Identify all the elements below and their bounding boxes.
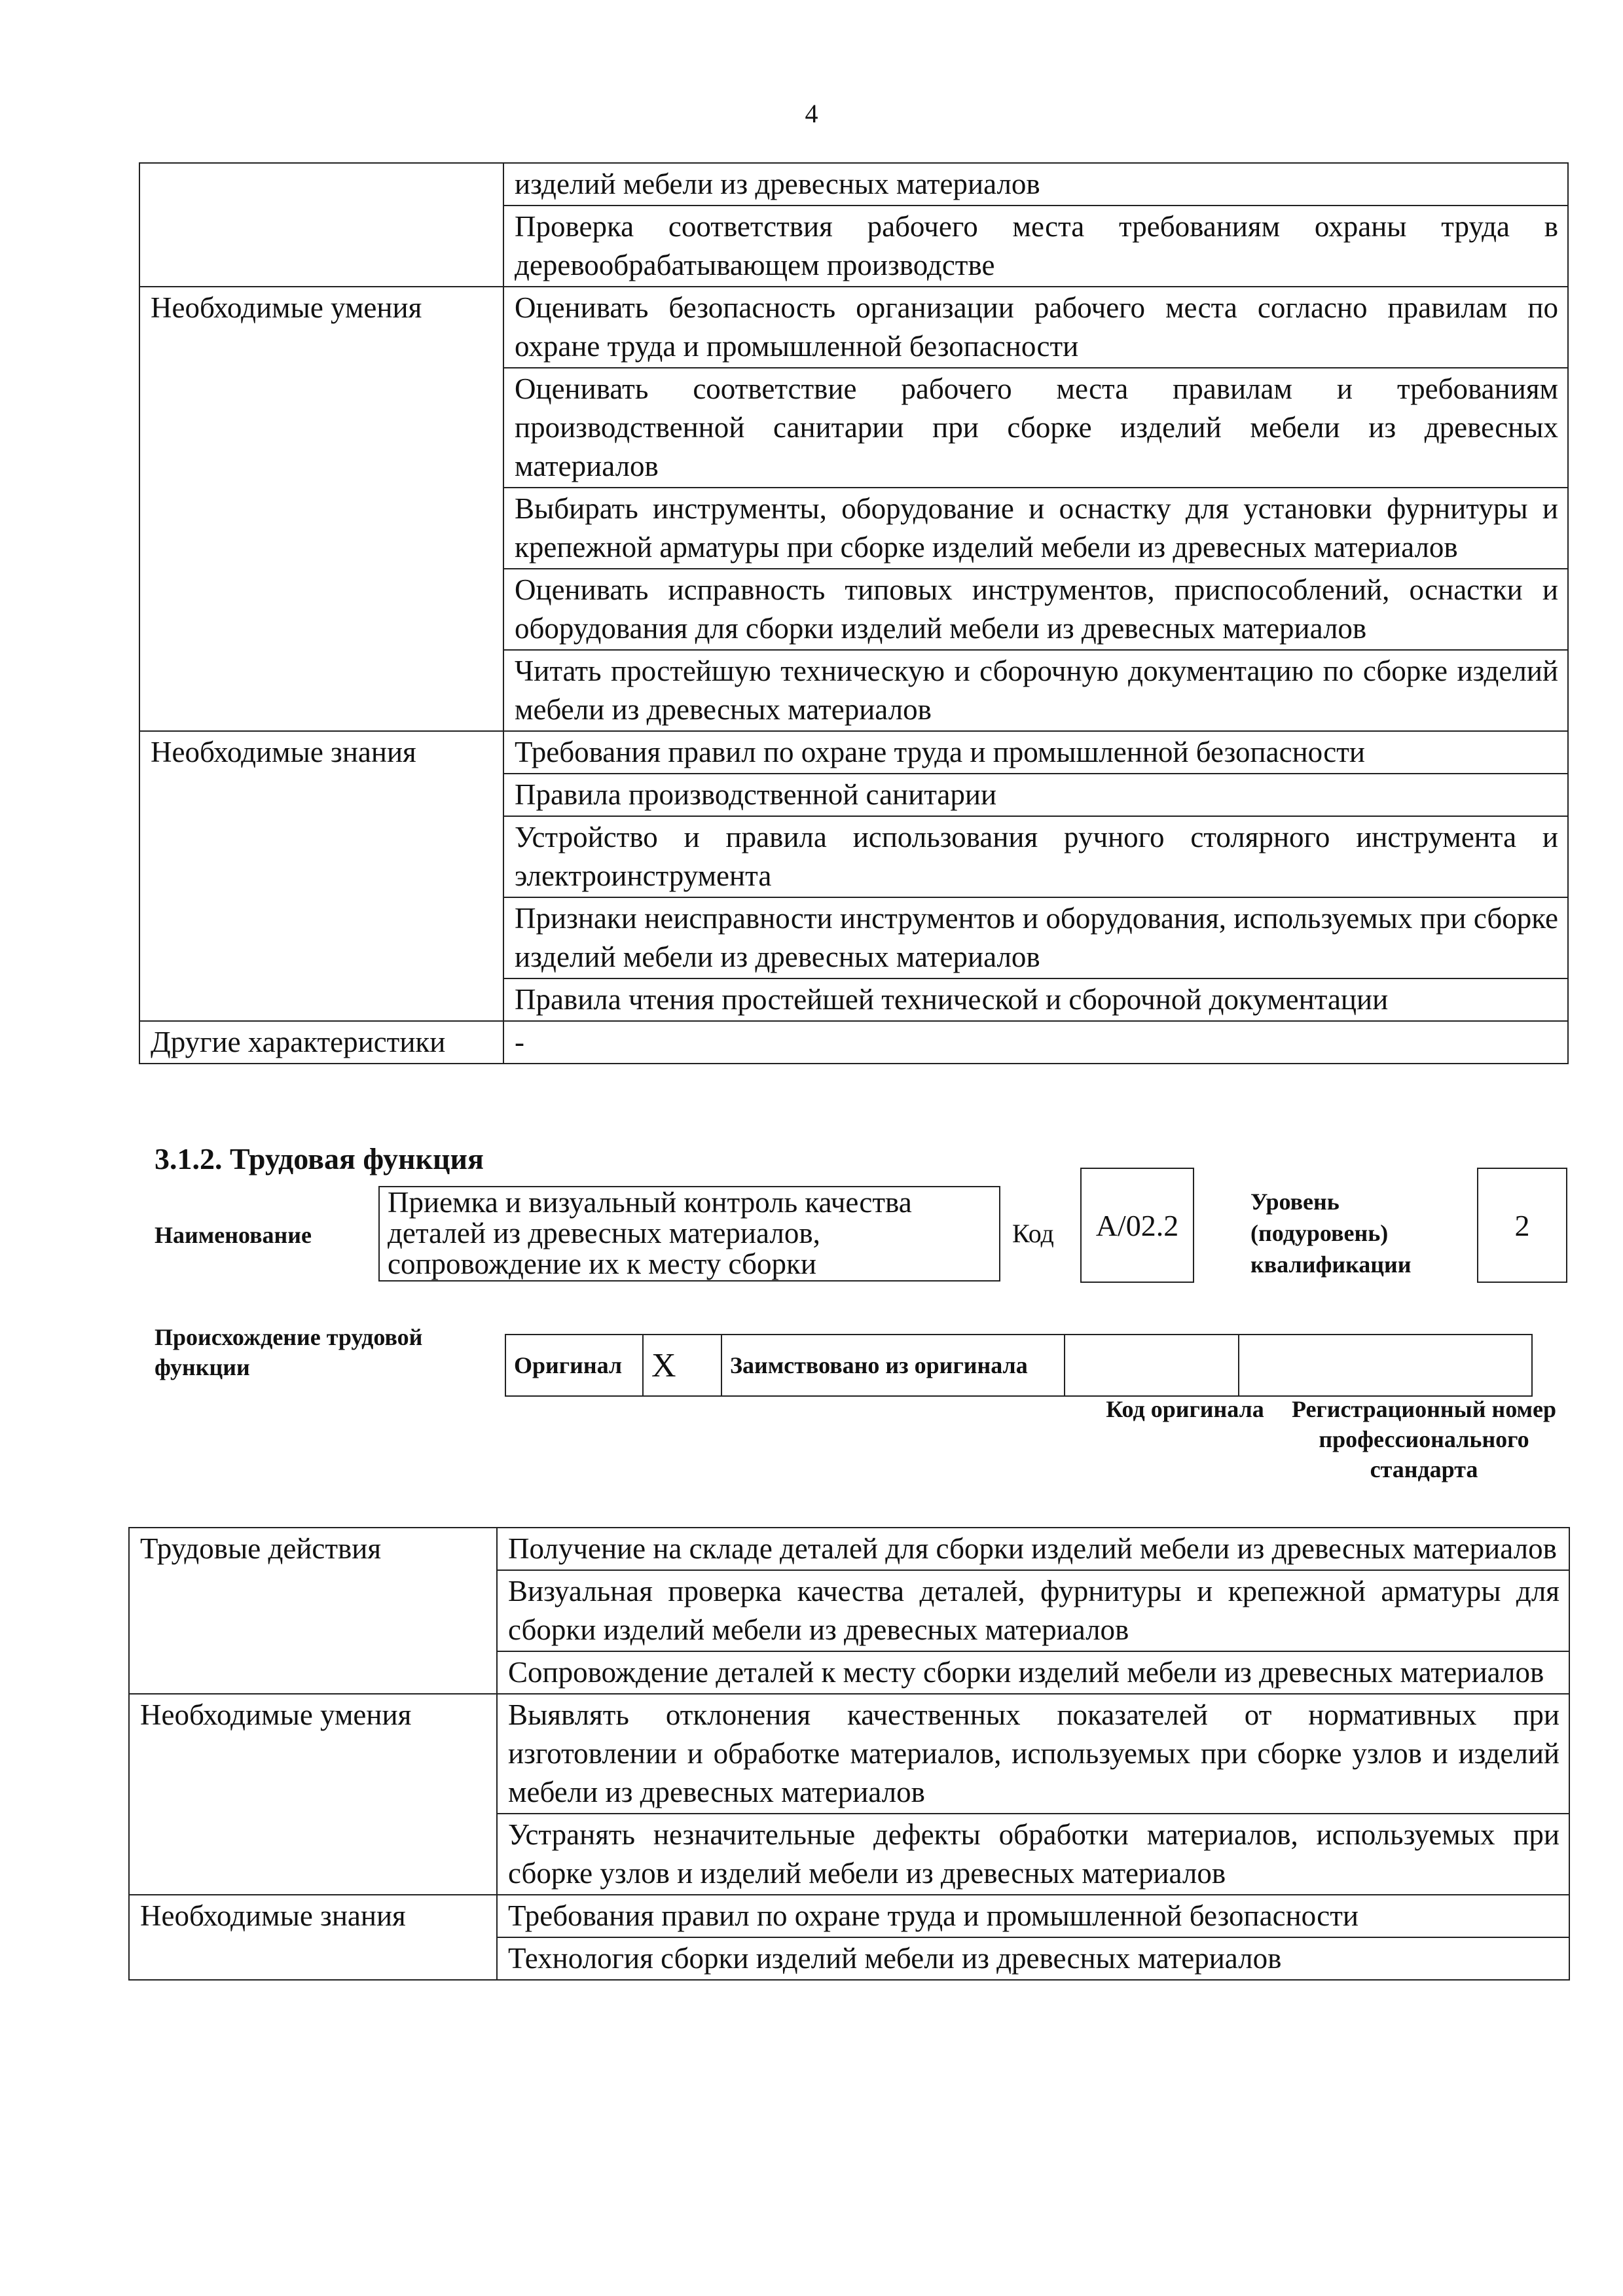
origin-table — [505, 1334, 1533, 1397]
row-label-knowledge: Необходимые знания — [129, 1895, 497, 1980]
cell-value: Визуальная проверка качества деталей, фурнитуры и крепежной арматуры для сборки изделий мебели из древесных материалов — [497, 1570, 1569, 1651]
cell-value: Правила производственной санитарии — [503, 774, 1568, 816]
cell-value: Читать простейшую техническую и сборочную документацию по сборке изделий мебели из древесных материалов — [503, 650, 1568, 731]
table-row — [129, 1694, 1569, 1814]
row-label-skills: Необходимые умения — [129, 1694, 497, 1895]
competency-table-1 — [139, 162, 1569, 1064]
row-label-other: Другие характеристики — [139, 1021, 503, 1064]
cell-value: Сопровождение деталей к месту сборки изделий мебели из древесных материалов — [497, 1651, 1569, 1694]
code-caption: Код оригинала — [1106, 1396, 1264, 1422]
reg-caption: Регистрационный номер профессионального стандарта — [1291, 1396, 1557, 1482]
level-value: 2 — [1477, 1168, 1567, 1283]
original-code-cell — [1065, 1335, 1239, 1396]
original-mark: X — [643, 1335, 721, 1396]
cell-value: Устранять незначительные дефекты обработки материалов, используемых при сборке узлов и изделий мебели из древесных материалов — [497, 1814, 1569, 1895]
registration-number-cell — [1239, 1335, 1532, 1396]
cell-value: Выявлять отклонения качественных показателей от нормативных при изготовлении и обработке материалов, используемых при сборке узлов и изделий мебели из древесных материалов — [497, 1694, 1569, 1814]
table-row — [139, 287, 1568, 368]
row-label-actions: Трудовые действия — [129, 1528, 497, 1694]
section-title: 3.1.2. Трудовая функция — [155, 1142, 484, 1175]
cell-value: Правила чтения простейшей технической и сборочной документации — [503, 978, 1568, 1021]
cell-value: Оценивать безопасность организации рабочего места согласно правилам по охране труда и промышленной безопасности — [503, 287, 1568, 368]
cell-value: Требования правил по охране труда и промышленной безопасности — [497, 1895, 1569, 1937]
table-row — [129, 1895, 1569, 1937]
cell-value: Оценивать исправность типовых инструментов, приспособлений, оснастки и оборудования для сборки изделий мебели из древесных материалов — [503, 569, 1568, 650]
cell-value: Получение на складе деталей для сборки изделий мебели из древесных материалов — [497, 1528, 1569, 1570]
level-label: Уровень (подуровень) квалификации — [1250, 1189, 1412, 1278]
function-name-box: Приемка и визуальный контроль качества деталей из древесных материалов, сопровождение их к месту сборки — [378, 1186, 1000, 1282]
row-label-knowledge: Необходимые знания — [139, 731, 503, 1021]
original-label: Оригинал — [505, 1335, 643, 1396]
cell-value: Проверка соответствия рабочего места требованиям охраны труда в деревообрабатывающем производстве — [503, 206, 1568, 287]
cell-value: Устройство и правила использования ручного столярного инструмента и электроинструмента — [503, 816, 1568, 897]
table-row — [139, 731, 1568, 774]
page-number: 4 — [805, 99, 818, 128]
table-row — [139, 163, 1568, 206]
competency-table-2 — [128, 1527, 1570, 1981]
name-label: Наименование — [155, 1222, 312, 1248]
origin-label: Происхождение трудовой функции — [155, 1324, 423, 1380]
row-label — [139, 163, 503, 287]
cell-value: - — [503, 1021, 1568, 1064]
cell-value: Признаки неисправности инструментов и оборудования, используемых при сборке изделий мебели из древесных материалов — [503, 897, 1568, 978]
cell-value: Требования правил по охране труда и промышленной безопасности — [503, 731, 1568, 774]
cell-value: изделий мебели из древесных материалов — [503, 163, 1568, 206]
code-value: A/02.2 — [1080, 1168, 1194, 1283]
code-label: Код — [1012, 1219, 1054, 1248]
cell-value: Оценивать соответствие рабочего места правилам и требованиям производственной санитарии при сборке изделий мебели из древесных материалов — [503, 368, 1568, 488]
borrowed-label: Заимствовано из оригинала — [721, 1335, 1065, 1396]
table-row — [129, 1528, 1569, 1570]
cell-value: Выбирать инструменты, оборудование и оснастку для установки фурнитуры и крепежной арматуры при сборке изделий мебели из древесных материалов — [503, 488, 1568, 569]
cell-value: Технология сборки изделий мебели из древесных материалов — [497, 1937, 1569, 1980]
table-row — [139, 1021, 1568, 1064]
row-label-skills: Необходимые умения — [139, 287, 503, 731]
